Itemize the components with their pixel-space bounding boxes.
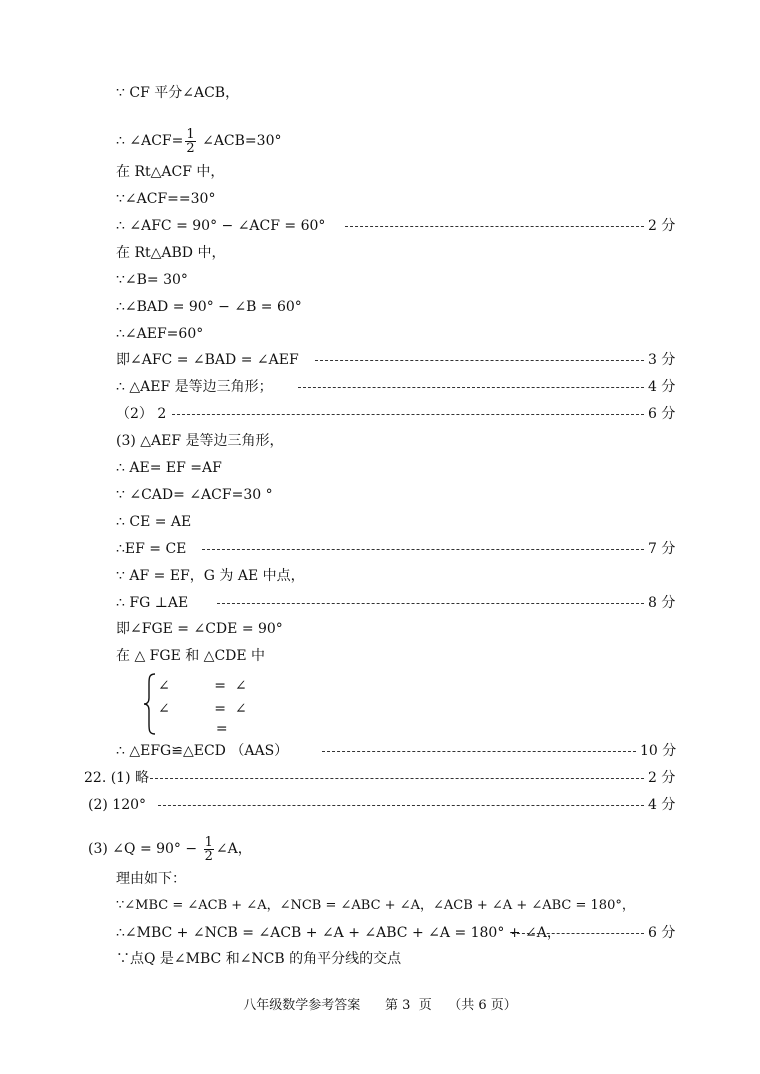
answer-line-text: ∴ ∠AFC = 90° − ∠ACF = 60° xyxy=(116,218,326,234)
answer-line xyxy=(0,241,760,265)
answer-line xyxy=(0,268,760,292)
fraction-numerator: 1 xyxy=(204,834,213,850)
answer-line-text xyxy=(116,121,281,161)
answer-line-text: ∵∠MBC = ∠ACB + ∠A，∠NCB = ∠ABC + ∠A，∠ACB + ∠A + ∠ABC = 180°， xyxy=(116,898,635,913)
left-brace-icon xyxy=(142,672,158,736)
answer-line xyxy=(0,510,760,534)
answer-line-text: ∵∠B= 30° xyxy=(116,272,188,288)
answer-line-text: 即∠AFC = ∠BAD = ∠AEF xyxy=(116,352,299,368)
equation-system-row: ∠ = ∠ xyxy=(158,678,247,694)
score-label: 10 分 xyxy=(640,743,677,759)
answer-line-text: ∴∠BAD = 90° − ∠B = 60° xyxy=(116,299,302,315)
answer-line-text: ∴ CE = AE xyxy=(116,514,192,530)
dashed-leader xyxy=(512,933,644,934)
answer-line-text: ∵点Q 是∠MBC 和∠NCB 的角平分线的交点 xyxy=(116,951,402,967)
dashed-leader xyxy=(158,805,644,806)
answer-line-text: ∵ AF = EF，G 为 AE 中点， xyxy=(116,568,305,584)
answer-line xyxy=(0,348,760,372)
fraction xyxy=(204,836,214,863)
dashed-leader xyxy=(322,751,636,752)
answer-line-text: 在 Rt△ACF 中， xyxy=(116,164,225,180)
score-label: 7 分 xyxy=(648,541,676,557)
score-label: 4 分 xyxy=(648,379,676,395)
dashed-leader xyxy=(202,549,644,550)
answer-line xyxy=(0,214,760,238)
equation-system-row: = xyxy=(158,721,228,737)
answer-line-text: 22. (1) 略 xyxy=(84,770,149,786)
score-label: 2 分 xyxy=(648,770,676,786)
answer-line-text: （2） 2 xyxy=(116,406,167,422)
fraction-denominator: 2 xyxy=(204,848,213,864)
answer-line xyxy=(0,429,760,453)
answer-line xyxy=(0,537,760,561)
answer-line xyxy=(0,617,760,641)
answer-line xyxy=(0,375,760,399)
answer-line xyxy=(0,921,760,945)
answer-line-text xyxy=(88,829,252,869)
answer-line-text: ∴EF = CE xyxy=(116,541,187,557)
dashed-leader xyxy=(298,387,644,388)
answer-line-text: ∵ ∠CAD= ∠ACF=30 ° xyxy=(116,487,273,503)
line-text-after: ∠A， xyxy=(215,841,252,857)
answer-line xyxy=(0,829,760,869)
dashed-leader xyxy=(315,360,644,361)
answer-line xyxy=(0,160,760,184)
answer-line xyxy=(0,739,760,763)
dashed-leader xyxy=(172,414,644,415)
score-label: 6 分 xyxy=(648,406,676,422)
answer-line-text: (3) △AEF 是等边三角形， xyxy=(116,433,284,449)
answer-line-text: ∴∠AEF=60° xyxy=(116,326,204,342)
answer-line-text: ∴ △AEF 是等边三角形； xyxy=(116,379,273,395)
score-label: 3 分 xyxy=(648,352,676,368)
answer-line xyxy=(0,121,760,161)
answer-line xyxy=(0,867,760,891)
answer-line xyxy=(0,644,760,668)
answer-line xyxy=(0,483,760,507)
dashed-leader xyxy=(150,778,644,779)
answer-line xyxy=(0,591,760,615)
line-text-after: ∠ACB=30° xyxy=(197,133,282,149)
answer-line-text: ∴ FG ⊥AE xyxy=(116,595,189,611)
answer-line xyxy=(0,187,760,211)
score-label: 2 分 xyxy=(648,218,676,234)
answer-line xyxy=(0,564,760,588)
answer-line-text: (2) 120° xyxy=(88,797,147,813)
answer-line xyxy=(0,947,760,971)
fraction-numerator: 1 xyxy=(186,126,195,142)
line-text-before: (3) ∠Q = 90° − xyxy=(88,841,202,857)
answer-line-text: 在 Rt△ABD 中， xyxy=(116,245,226,261)
equation-system-row: ∠ = ∠ xyxy=(158,701,247,717)
dashed-leader xyxy=(345,226,644,227)
answer-line xyxy=(0,81,760,105)
answer-line xyxy=(0,766,760,790)
answer-line-text: ∵∠ACF==30° xyxy=(116,191,216,207)
answer-line-text: ∴∠MBC + ∠NCB = ∠ACB + ∠A + ∠ABC + ∠A = 180° + ∠A， xyxy=(116,925,561,941)
fraction xyxy=(185,128,195,155)
answer-line xyxy=(0,322,760,346)
score-label: 4 分 xyxy=(648,797,676,813)
answer-line xyxy=(0,894,760,918)
score-label: 6 分 xyxy=(648,925,676,941)
answer-line-text: ∵ CF 平分∠ACB， xyxy=(116,85,240,101)
answer-line xyxy=(0,295,760,319)
answer-line xyxy=(0,402,760,426)
answer-line-text: 在 △ FGE 和 △CDE 中 xyxy=(116,648,266,664)
answer-line xyxy=(0,793,760,817)
line-text-before: ∴ ∠ACF= xyxy=(116,133,184,149)
score-label: 8 分 xyxy=(648,595,676,611)
answer-line-text: ∴ AE= EF =AF xyxy=(116,460,222,476)
fraction-denominator: 2 xyxy=(186,140,195,156)
answer-line xyxy=(0,456,760,480)
answer-line-text: 理由如下： xyxy=(116,871,186,887)
dashed-leader xyxy=(217,603,644,604)
page-footer: 八年级数学参考答案 第 3 页 （共 6 页） xyxy=(243,998,517,1013)
answer-line-text: 即∠FGE = ∠CDE = 90° xyxy=(116,621,283,637)
answer-line-text: ∴ △EFG≌△ECD （AAS） xyxy=(116,743,289,759)
